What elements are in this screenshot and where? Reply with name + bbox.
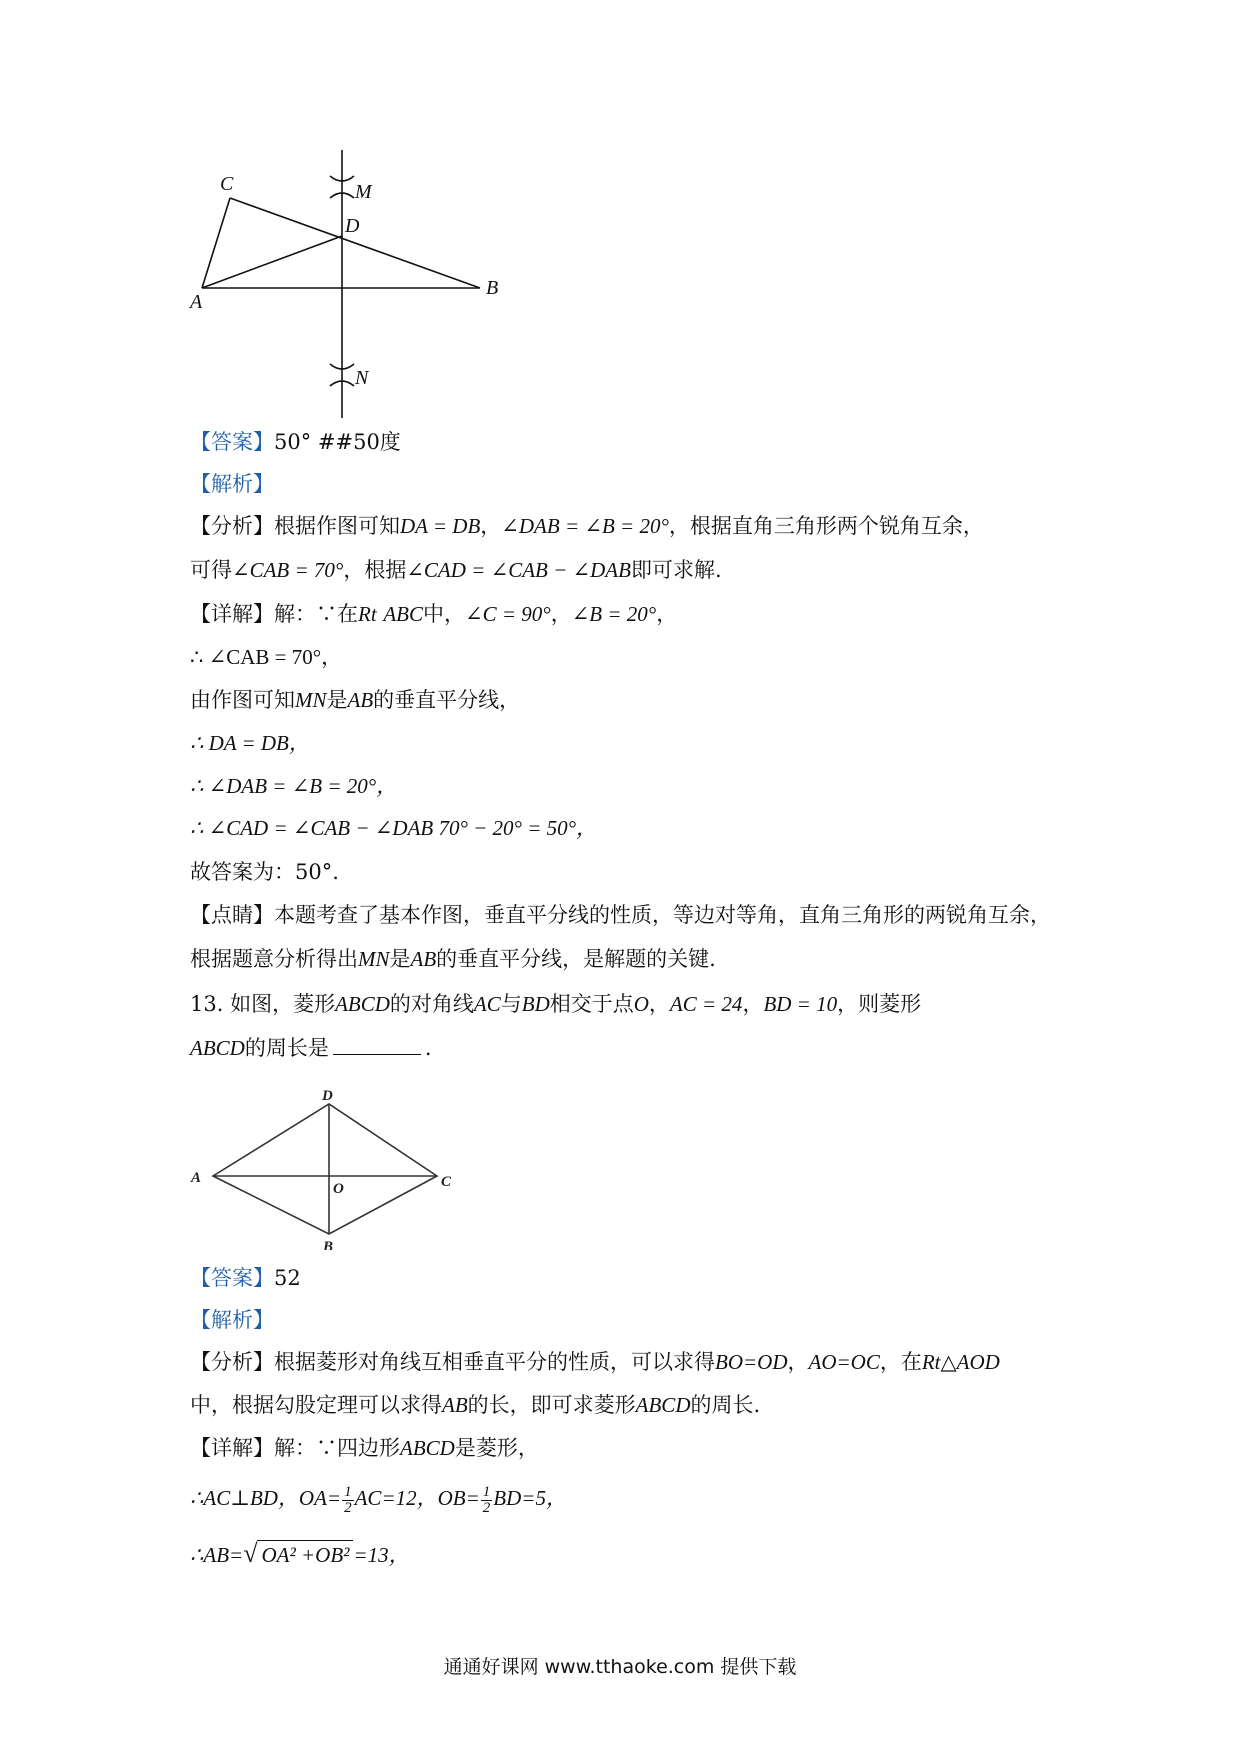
q12-xiangjie-line3: 由作图可知MN是AB的垂直平分线， <box>190 688 521 712</box>
label-d: D <box>322 1090 333 1104</box>
q13-answer: 【答案】52 <box>190 1266 301 1290</box>
q13-xiangjie-line3: ∴AB=√ OA² +OB² =13， <box>190 1539 410 1568</box>
q12-xiangjie-line1: 【详解】解：∵在Rt ABC中，∠C = 90°，∠B = 20°， <box>190 602 678 626</box>
q12-answer: 【答案】50° ##50度 <box>190 430 401 454</box>
segment-ca <box>202 198 230 288</box>
label-n: N <box>355 367 369 389</box>
figure-rhombus <box>185 1090 465 1250</box>
q12-jiexi: 【解析】 <box>190 472 274 496</box>
label-m: M <box>355 181 372 203</box>
q13-xiangjie-line2: ∴AC⊥BD，OA= $\frac{1}{2}$ AC=12，OB= $\frac{1}{2}$ BD=5， <box>190 1483 567 1516</box>
q13-fenxi-line1: 【分析】根据菱形对角线互相垂直平分的性质，可以求得BO=OD，AO=OC，在Rt△AOD <box>190 1350 1000 1374</box>
figure-perpendicular-bisector <box>180 150 520 420</box>
answer-blank <box>333 1034 421 1055</box>
q12-xiangjie-line4: ∴ DA = DB， <box>190 731 310 755</box>
q12-xiangjie-line5: ∴ ∠DAB = ∠B = 20°， <box>190 774 398 798</box>
fraction-half-1: $\frac{1}{2}$ <box>344 1483 352 1516</box>
rhombus-abcd <box>213 1104 437 1234</box>
sqrt-radicand: OA² +OB² <box>257 1540 353 1569</box>
q13-xiangjie-line1: 【详解】解：∵四边形ABCD是菱形， <box>190 1436 539 1460</box>
label-o: O <box>333 1181 344 1197</box>
q12-fenxi-line1: 【分析】根据作图可知DA = DB，∠DAB = ∠B = 20°，根据直角三角形两个锐角互余， <box>190 514 984 538</box>
footer-source: 通通好课网 www.tthaoke.com 提供下载 <box>443 1656 797 1678</box>
label-b: B <box>323 1239 334 1250</box>
label-c: C <box>441 1174 452 1190</box>
q13-jiexi: 【解析】 <box>190 1308 274 1332</box>
q13-stem-line2: ABCD的周长是 . <box>190 1036 432 1060</box>
label-c: C <box>220 173 234 195</box>
label-b: B <box>486 277 499 299</box>
q12-dianjing-line1: 【点睛】本题考查了基本作图，垂直平分线的性质，等边对等角，直角三角形的两锐角互余， <box>190 903 1051 927</box>
sqrt-sign: √ <box>243 1539 258 1568</box>
q12-fenxi-line2: 可得∠CAB = 70°，根据∠CAD = ∠CAB − ∠DAB即可求解. <box>190 558 722 582</box>
q12-dianjing-line2: 根据题意分析得出MN是AB的垂直平分线，是解题的关键. <box>190 947 716 971</box>
q12-xiangjie-line2: ∴ ∠CAB = 70°， <box>190 645 343 669</box>
q12-xiangjie-line7: 故答案为：50°. <box>190 860 339 884</box>
label-a: A <box>190 291 203 313</box>
q13-fenxi-line2: 中，根据勾股定理可以求得AB的长，即可求菱形ABCD的周长. <box>190 1393 761 1417</box>
q12-xiangjie-line6: ∴ ∠CAD = ∠CAB − ∠DAB 70° − 20° = 50°， <box>190 816 598 840</box>
label-a: A <box>191 1170 202 1186</box>
label-d: D <box>345 215 360 237</box>
segment-cb <box>230 198 480 288</box>
fraction-half-2: $\frac{1}{2}$ <box>482 1483 491 1516</box>
q13-stem-line1: 13. 如图，菱形ABCD的对角线AC与BD相交于点O，AC = 24，BD = 10，则菱形 <box>190 992 922 1016</box>
segment-ad <box>202 236 342 288</box>
